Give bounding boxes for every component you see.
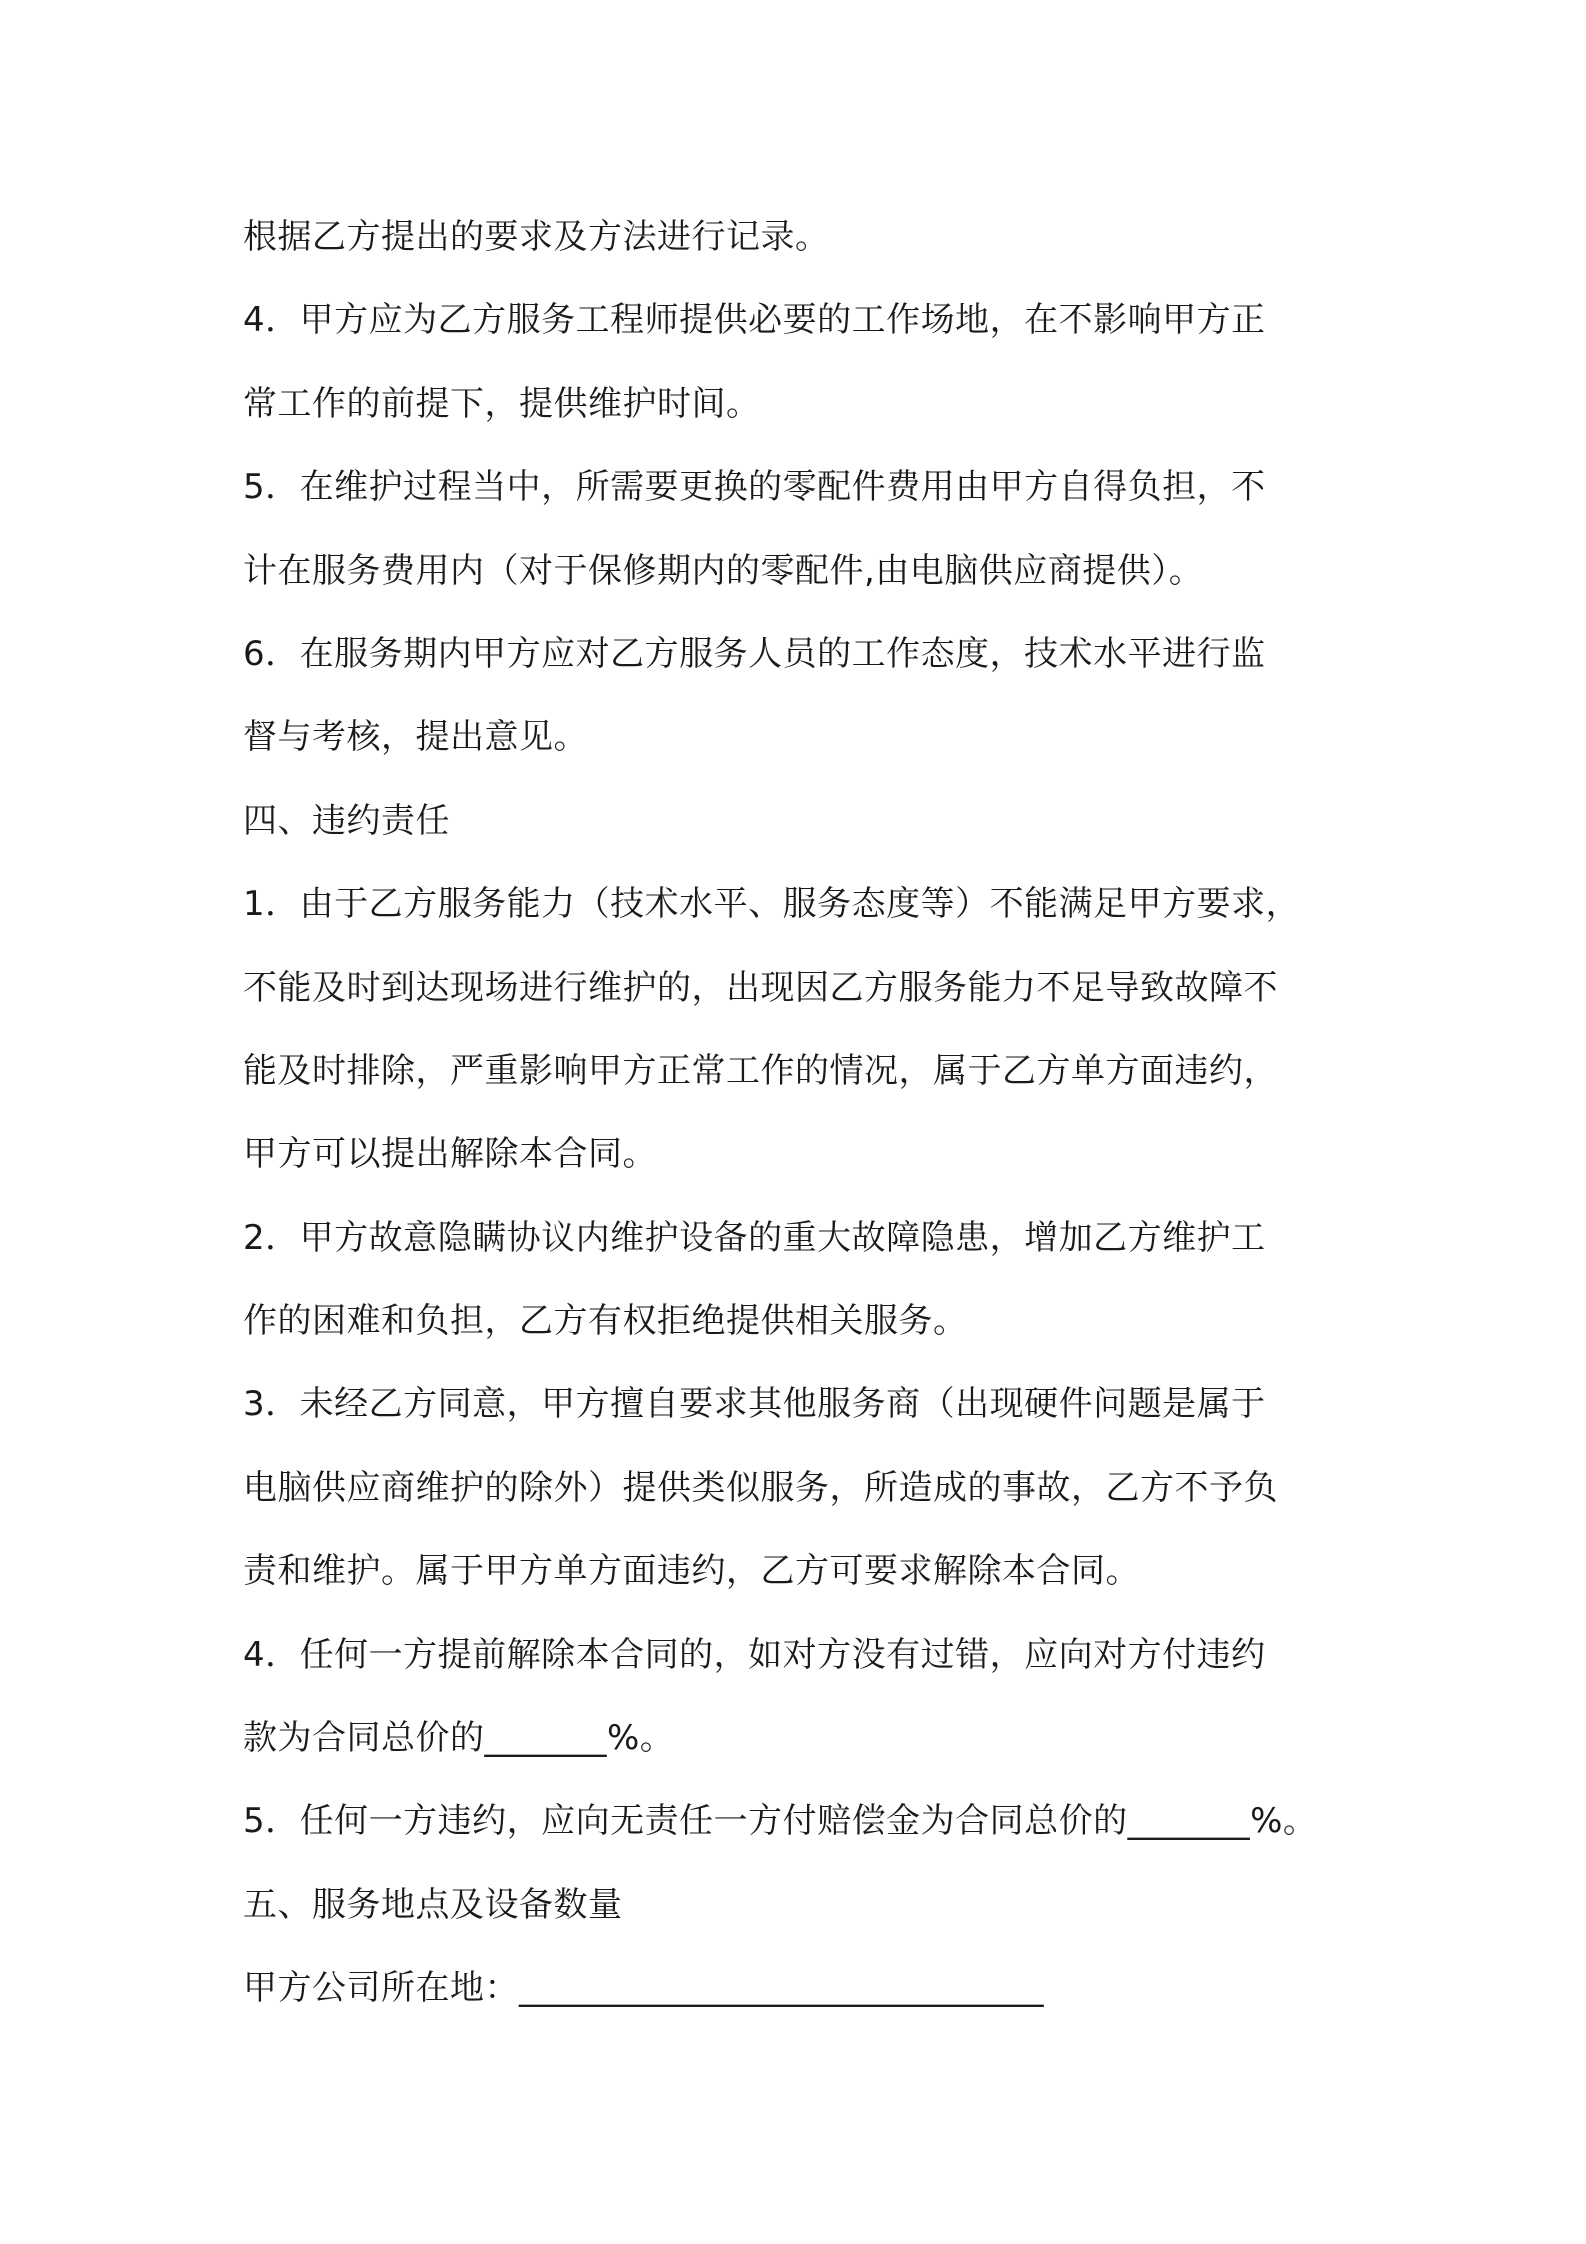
breach-3-line-1: 3．未经乙方同意，甲方擅自要求其他服务商（出现硬件问题是属于 (243, 1384, 1266, 1425)
breach-1-line-1: 1．由于乙方服务能力（技术水平、服务态度等）不能满足甲方要求， (243, 884, 1301, 925)
text-line-01: 根据乙方提出的要求及方法进行记录。 (243, 217, 830, 257)
breach-1-line-4: 甲方可以提出解除本合同。 (243, 1134, 657, 1175)
clause-4-line-2: 常工作的前提下，提供维护时间。 (243, 383, 761, 424)
breach-1-line-3: 能及时排除，严重影响甲方正常工作的情况，属于乙方单方面违约， (243, 1050, 1278, 1091)
section-heading-breach: 四、违约责任 (243, 800, 450, 841)
breach-3-line-2: 电脑供应商维护的除外）提供类似服务，所造成的事故，乙方不予负 (243, 1467, 1278, 1508)
section-heading-service-location: 五、服务地点及设备数量 (243, 1884, 623, 1925)
clause-5-line-1: 5．在维护过程当中，所需要更换的零配件费用由甲方自得负担，不 (243, 467, 1266, 508)
document-body (243, 196, 1363, 2031)
clause-4-line-1: 4．甲方应为乙方服务工程师提供必要的工作场地，在不影响甲方正 (243, 300, 1266, 341)
clause-6-line-2: 督与考核，提出意见。 (243, 717, 588, 758)
breach-1-line-2: 不能及时到达现场进行维护的，出现因乙方服务能力不足导致故障不 (243, 967, 1278, 1008)
breach-3-line-3: 责和维护。属于甲方单方面违约，乙方可要求解除本合同。 (243, 1551, 1140, 1592)
clause-6-line-1: 6．在服务期内甲方应对乙方服务人员的工作态度，技术水平进行监 (243, 633, 1266, 674)
breach-2-line-1: 2．甲方故意隐瞒协议内维护设备的重大故障隐患，增加乙方维护工 (243, 1217, 1266, 1258)
breach-4-line-1: 4．任何一方提前解除本合同的，如对方没有过错，应向对方付违约 (243, 1634, 1266, 1675)
clause-5-line-2: 计在服务费用内（对于保修期内的零配件,由电脑供应商提供）。 (243, 550, 1204, 591)
breach-5-line-1: 5．任何一方违约，应向无责任一方付赔偿金为合同总价的_______%。 (243, 1801, 1318, 1842)
party-a-address-line: 甲方公司所在地：______________________________ (243, 1968, 1044, 2009)
breach-4-line-2: 款为合同总价的_______%。 (243, 1718, 675, 1759)
breach-2-line-2: 作的困难和负担，乙方有权拒绝提供相关服务。 (243, 1301, 968, 1342)
